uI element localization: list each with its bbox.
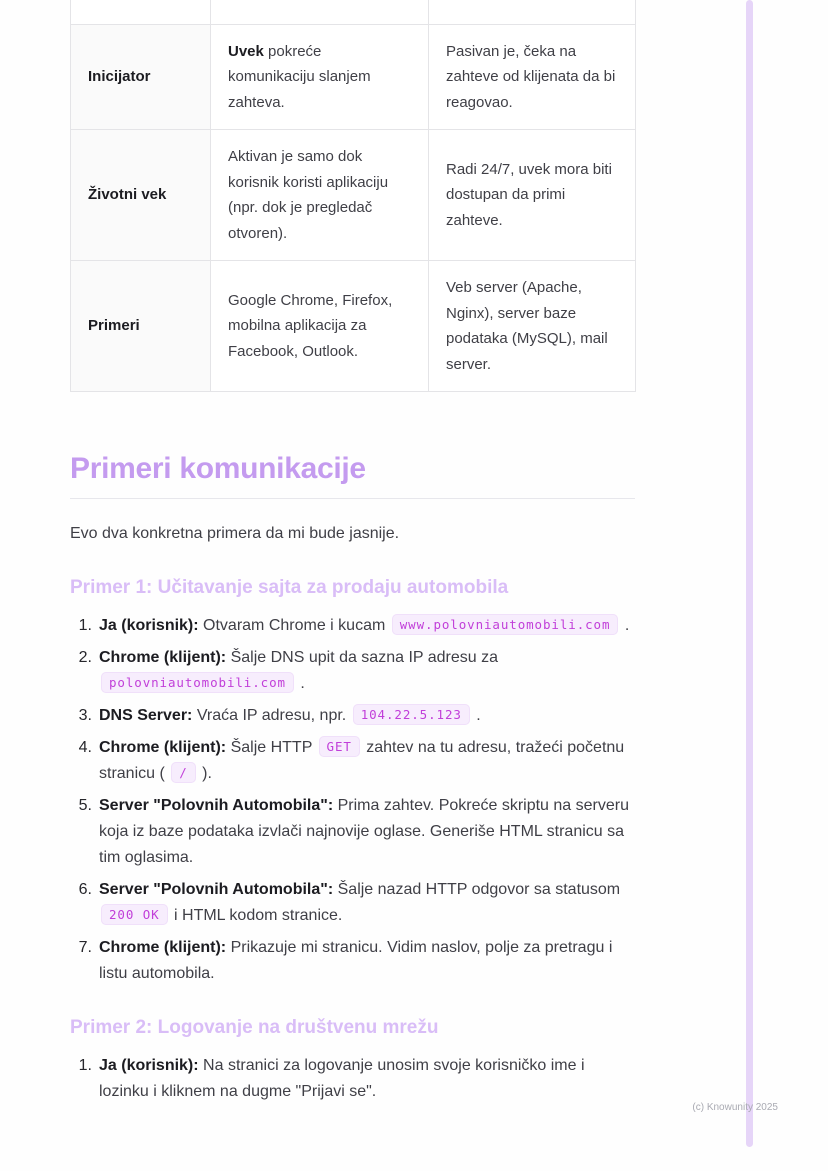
list-item <box>70 703 635 729</box>
client-cell: Aktivan je samo dok korisnik koristi aplikaciju (npr. dok je pregledač otvoren). <box>211 130 429 261</box>
list-item <box>70 1053 635 1105</box>
copyright-watermark: (c) Knowunity 2025 <box>692 1102 778 1113</box>
list-item <box>70 645 635 697</box>
list-text: Ja (korisnik): Na stranici za logovanje unosim svoje korisničko ime i lozinku i kliknem na dugme "Prijavi se". <box>99 1056 585 1100</box>
list-item <box>70 935 635 987</box>
server-cell: Pasivan je, čeka na zahteve od klijenata da bi reagovao. <box>429 24 636 130</box>
client-cell: Google Chrome, Firefox, mobilna aplikacija za Facebook, Outlook. <box>211 261 429 392</box>
list-text: Server "Polovnih Automobila": Prima zahtev. Pokreće skriptu na serveru koja iz baze podataka izvlači najnovije oglase. Generiše HTML stranicu sa tim oglasima. <box>99 796 629 866</box>
list-text: Ja (korisnik): Otvaram Chrome i kucam www.polovniautomobili.com . <box>99 613 635 639</box>
list-number: 6. <box>78 880 92 898</box>
list-text: Chrome (klijent): Prikazuje mi stranicu. Vidim naslov, polje za pretragu i listu automobila. <box>99 938 613 982</box>
inline-code-chip: www.polovniautomobili.com <box>392 614 619 635</box>
list-item <box>70 735 635 787</box>
list-text: DNS Server: Vraća IP adresu, npr. 104.22.5.123 . <box>99 703 635 729</box>
bold-text: Server "Polovnih Automobila": <box>99 796 334 814</box>
row-label-cell: Inicijator <box>71 24 211 130</box>
list-item <box>70 613 635 639</box>
example2-list <box>70 1053 635 1105</box>
empty-cell <box>211 0 429 24</box>
example1-heading: Primer 1: Učitavanje sajta za prodaju automobila <box>70 576 509 598</box>
server-cell: Veb server (Apache, Nginx), server baze podataka (MySQL), mail server. <box>429 261 636 392</box>
list-text: Server "Polovnih Automobila": Šalje nazad HTTP odgovor sa statusom 200 OK i HTML kodom stranice. <box>99 880 621 924</box>
table-row <box>71 261 636 392</box>
table-row-cut <box>71 0 636 24</box>
document-content <box>70 0 635 1111</box>
bold-text: Uvek <box>228 42 264 60</box>
example2-heading: Primer 2: Logovanje na društvenu mrežu <box>70 1016 439 1038</box>
intro-paragraph: Evo dva konkretna primera da mi bude jasnije. <box>70 525 400 542</box>
list-number: 5. <box>78 796 92 814</box>
comparison-table <box>70 0 636 392</box>
section-heading: Primeri komunikacije <box>70 452 635 499</box>
list-number: 1. <box>78 616 92 634</box>
empty-cell <box>429 0 636 24</box>
list-number: 7. <box>78 938 92 956</box>
list-item <box>70 793 635 871</box>
bold-text: Ja (korisnik): <box>99 1056 199 1074</box>
bold-text: Chrome (klijent): <box>99 738 227 756</box>
list-number: 3. <box>78 706 92 724</box>
inline-code-chip: GET <box>319 736 360 757</box>
page-scrollbar[interactable] <box>746 0 753 1147</box>
inline-code-chip: 104.22.5.123 <box>353 704 470 725</box>
row-label-cell: Životni vek <box>71 130 211 261</box>
inline-code-chip: polovniautomobili.com <box>101 672 294 693</box>
client-cell: Uvek pokreće komunikaciju slanjem zahteva. <box>211 24 429 130</box>
server-cell: Radi 24/7, uvek mora biti dostupan da primi zahteve. <box>429 130 636 261</box>
empty-cell <box>71 0 211 24</box>
list-item <box>70 877 635 929</box>
inline-code-chip: 200 OK <box>101 904 168 925</box>
list-number: 1. <box>78 1056 92 1074</box>
list-number: 4. <box>78 738 92 756</box>
bold-text: Ja (korisnik): <box>99 616 199 634</box>
bold-text: DNS Server: <box>99 706 193 724</box>
list-number: 2. <box>78 648 92 666</box>
bold-text: Server "Polovnih Automobila": <box>99 880 334 898</box>
list-text: Chrome (klijent): Šalje HTTP GET zahtev na tu adresu, tražeći početnu stranicu ( / ). <box>99 735 635 787</box>
table-row <box>71 24 636 130</box>
example1-list <box>70 613 635 987</box>
list-text: Chrome (klijent): Šalje DNS upit da sazna IP adresu za polovniautomobili.com . <box>99 648 498 692</box>
table-row <box>71 130 636 261</box>
inline-code-chip: / <box>171 762 195 783</box>
comparison-table-body <box>71 0 636 392</box>
row-label-cell: Primeri <box>71 261 211 392</box>
bold-text: Chrome (klijent): <box>99 938 227 956</box>
bold-text: Chrome (klijent): <box>99 648 227 666</box>
